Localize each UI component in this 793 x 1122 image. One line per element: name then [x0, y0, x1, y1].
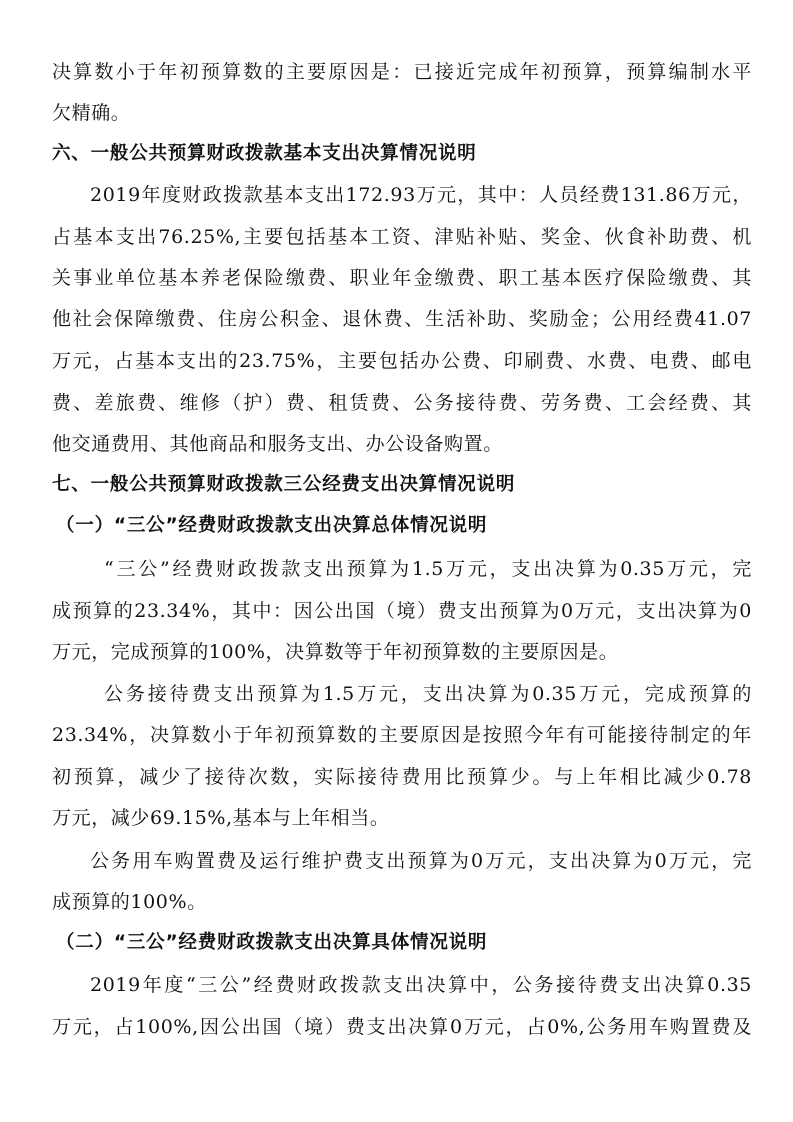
paragraph-line: 万元，占基本支出的23.75%，主要包括办公费、印刷费、水费、电费、邮电 [52, 350, 752, 372]
paragraph-line: “三公”经费财政拨款支出预算为1.5万元，支出决算为0.35万元，完 [104, 558, 752, 580]
paragraph-line: 2019年度“三公”经费财政拨款支出决算中，公务接待费支出决算0.35 [90, 974, 752, 996]
paragraph-line: 2019年度财政拨款基本支出172.93万元，其中：人员经费131.86万元， [90, 184, 752, 206]
paragraph-line: 他交通费用、其他商品和服务支出、办公设备购置。 [52, 433, 503, 455]
section-heading-6: 六、一般公共预算财政拨款基本支出决算情况说明 [52, 143, 477, 164]
paragraph-line: 欠精确。 [52, 102, 131, 124]
paragraph-line: 关事业单位基本养老保险缴费、职业年金缴费、职工基本医疗保险缴费、其 [52, 267, 752, 289]
paragraph-line: 公务用车购置费及运行维护费支出预算为0万元，支出决算为0万元，完 [90, 850, 752, 872]
subsection-heading-2: （二）“三公”经费财政拨款支出决算具体情况说明 [56, 932, 488, 953]
subsection-heading-1: （一）“三公”经费财政拨款支出决算总体情况说明 [56, 515, 488, 536]
paragraph-line: 万元，减少69.15%,基本与上年相当。 [52, 807, 390, 829]
paragraph-line: 费、差旅费、维修（护）费、租赁费、公务接待费、劳务费、工会经费、其 [52, 392, 752, 414]
paragraph-line: 占基本支出76.25%,主要包括基本工资、津贴补贴、奖金、伙食补助费、机 [52, 226, 752, 248]
paragraph-line: 万元，完成预算的100%，决算数等于年初预算数的主要原因是。 [52, 641, 619, 663]
section-heading-7: 七、一般公共预算财政拨款三公经费支出决算情况说明 [52, 474, 516, 495]
paragraph-line: 23.34%，决算数小于年初预算数的主要原因是按照今年有可能接待制定的年 [52, 724, 752, 746]
paragraph-line: 成预算的100%。 [52, 891, 207, 913]
paragraph-line: 万元，占100%,因公出国（境）费支出决算0万元，占0%,公务用车购置费及 [52, 1016, 752, 1038]
paragraph-line: 成预算的23.34%，其中：因公出国（境）费支出预算为0万元，支出决算为0 [52, 600, 752, 622]
paragraph-line: 决算数小于年初预算数的主要原因是：已接近完成年初预算，预算编制水平 [52, 61, 752, 83]
paragraph-line: 他社会保障缴费、住房公积金、退休费、生活补助、奖励金；公用经费41.07 [52, 308, 752, 330]
paragraph-line: 公务接待费支出预算为1.5万元，支出决算为0.35万元，完成预算的 [104, 683, 752, 705]
paragraph-line: 初预算，减少了接待次数，实际接待费用比预算少。与上年相比减少0.78 [52, 766, 752, 788]
